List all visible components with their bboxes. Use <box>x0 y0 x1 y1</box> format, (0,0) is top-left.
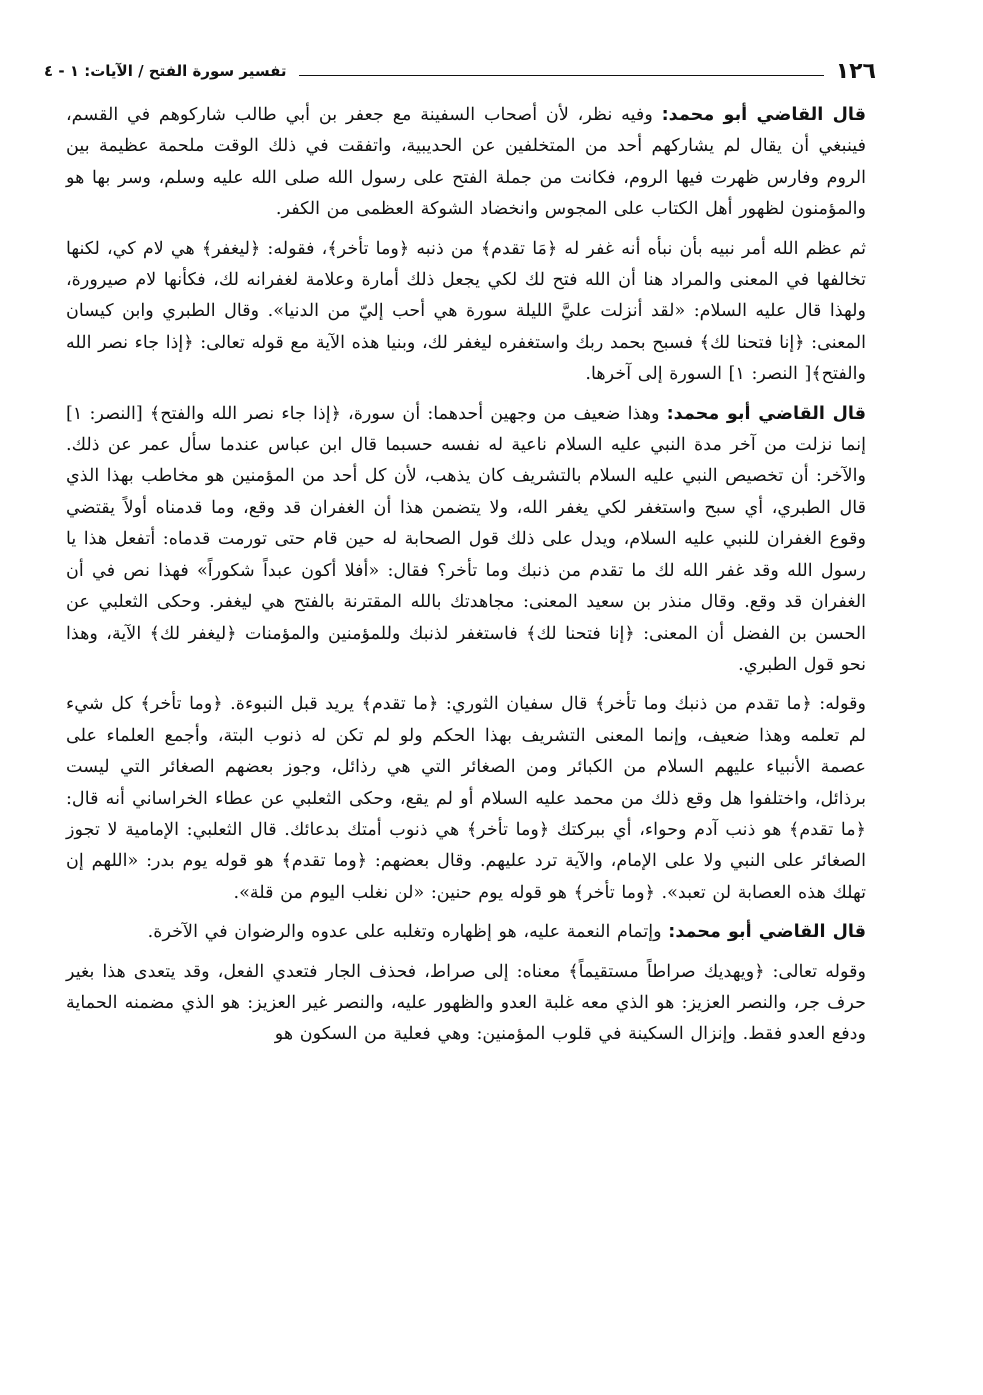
page-number: ١٢٦ <box>835 58 876 84</box>
paragraph-lead: قال القاضي أبو محمد: <box>661 105 866 125</box>
header-rule <box>299 75 824 76</box>
paragraph <box>66 234 866 391</box>
paragraph <box>66 957 866 1051</box>
running-title: تفسير سورة الفتح / الآيات: ١ - ٤ <box>44 62 287 80</box>
paragraph <box>66 399 866 682</box>
paragraph-text: وهذا ضعيف من وجهين أحدهما: أن سورة، ﴿إذا جاء نصر الله والفتح﴾ [النصر: ١] إنما نزلت من آخر مدة النبي عليه السلام ناعية له نفسه حسبما قال ابن عباس عندما سأل عمر عن ذلك. والآخر: أن تخصيص النبي عليه السلام بالتشريف كان يذهب، لأن كل أحد من المؤمنين هو مخاطب بهذا الذي قال الطبري، أي سبح واستغفر لكي يغفر الله، ولا يتضمن هذا أن الغفران قد وقع، وما قدمناه أولاً يقتضي وقوع الغفران للنبي عليه السلام، ويدل على ذلك قول الصحابة له حين قام حتى تورمت قدماه: أتفعل هذا يا رسول الله وقد غفر الله لك ما تقدم من ذنبك وما تأخر؟ فقال: «أفلا أكون عبداً شكوراً» فهذا نص في أن الغفران قد وقع. وقال منذر بن سعيد المعنى: مجاهدتك بالله المقترنة بالفتح هي ليغفر. وحكى الثعلبي عن الحسن بن الفضل أن المعنى: ﴿إنا فتحنا لك﴾ فاستغفر لذنبك وللمؤمنين والمؤمنات ﴿ليغفر لك﴾ الآية، وهذا نحو قول الطبري. <box>66 403 866 675</box>
paragraph-text: وقوله: ﴿ما تقدم من ذنبك وما تأخر﴾ قال سفيان الثوري: ﴿ما تقدم﴾ يريد قبل النبوءة. ﴿وما تأخر﴾ كل شيء لم تعلمه وهذا ضعيف، وإنما المعنى التشريف بهذا الحكم ولو لم تكن له ذنوب البتة، وأجمع العلماء على عصمة الأنبياء عليهم السلام من الكبائر ومن الصغائر التي هي رذائل، وجوز بعضهم الصغائر التي ليست برذائل، واختلفوا هل وقع ذلك من محمد عليه السلام أو لم يقع، وحكى الثعلبي عن عطاء الخراساني أنه قال: ﴿ما تقدم﴾ هو ذنب آدم وحواء، أي ببركتك ﴿وما تأخر﴾ هي ذنوب أمتك بدعائك. قال الثعلبي: الإمامية لا تجوز الصغائر على النبي ولا على الإمام، والآية ترد عليهم. وقال بعضهم: ﴿وما تقدم﴾ هو قوله يوم بدر: «اللهم إن تهلك هذه العصابة لن تعبد». ﴿وما تأخر﴾ هو قوله يوم حنين: «لن نغلب اليوم من قلة». <box>66 694 866 903</box>
page-body <box>66 100 866 1051</box>
paragraph <box>66 689 866 909</box>
paragraph <box>66 917 866 948</box>
paragraph-lead: قال القاضي أبو محمد: <box>666 403 866 424</box>
paragraph-lead: قال القاضي أبو محمد: <box>668 922 866 943</box>
paragraph <box>66 100 866 226</box>
page-header <box>44 55 876 87</box>
paragraph-text: ثم عظم الله أمر نبيه بأن نبأه أنه غفر له ﴿مَا تقدم﴾ من ذنبه ﴿وما تأخر﴾، فقوله: ﴿ليغفر﴾ هي لام كي، لكنها تخالفها في المعنى والمراد هنا أن الله فتح لك لكي يجعل ذلك أمارة وعلامة لغفرانه لك، فكأنها لام صيرورة، ولهذا قال عليه السلام: «لقد أنزلت عليَّ الليلة سورة هي أحب إليّ من الدنيا». وقال الطبري وابن كيسان المعنى: ﴿إنا فتحنا لك﴾ فسبح بحمد ربك واستغفره ليغفر لك، وبنيا هذه الآية مع قوله تعالى: ﴿إذا جاء نصر الله والفتح﴾[ النصر: ١] السورة إلى آخرها. <box>66 238 866 385</box>
paragraph-text: وإتمام النعمة عليه، هو إظهاره وتغلبه على عدوه والرضوان في الآخرة. <box>147 922 669 943</box>
paragraph-text: وفيه نظر، لأن أصحاب السفينة مع جعفر بن أبي طالب شاركوهم في القسم، فينبغي أن يقال لم يشاركهم أحد من المتخلفين عن الحديبية، واتفقت في ذلك الوقت ملحمة عظيمة بين الروم وفارس ظهرت فيها الروم، فكانت من جملة الفتح على رسول الله صلى الله عليه وسلم، وسر بها هو والمؤمنون لظهور أهل الكتاب على المجوس وانخضاد الشوكة العظمى من الكفر. <box>66 105 867 220</box>
paragraph-text: وقوله تعالى: ﴿ويهديك صراطاً مستقيماً﴾ معناه: إلى صراط، فحذف الجار فتعدي الفعل، وقد يتعدى هذا بغير حرف جر، والنصر العزيز: هو الذي معه غلبة العدو والظهور عليه، والنصر غير العزيز: هو الذي مضمنه الحماية ودفع العدو فقط. وإنزال السكينة في قلوب المؤمنين: وهي فعلية من السكون هو <box>66 961 866 1045</box>
